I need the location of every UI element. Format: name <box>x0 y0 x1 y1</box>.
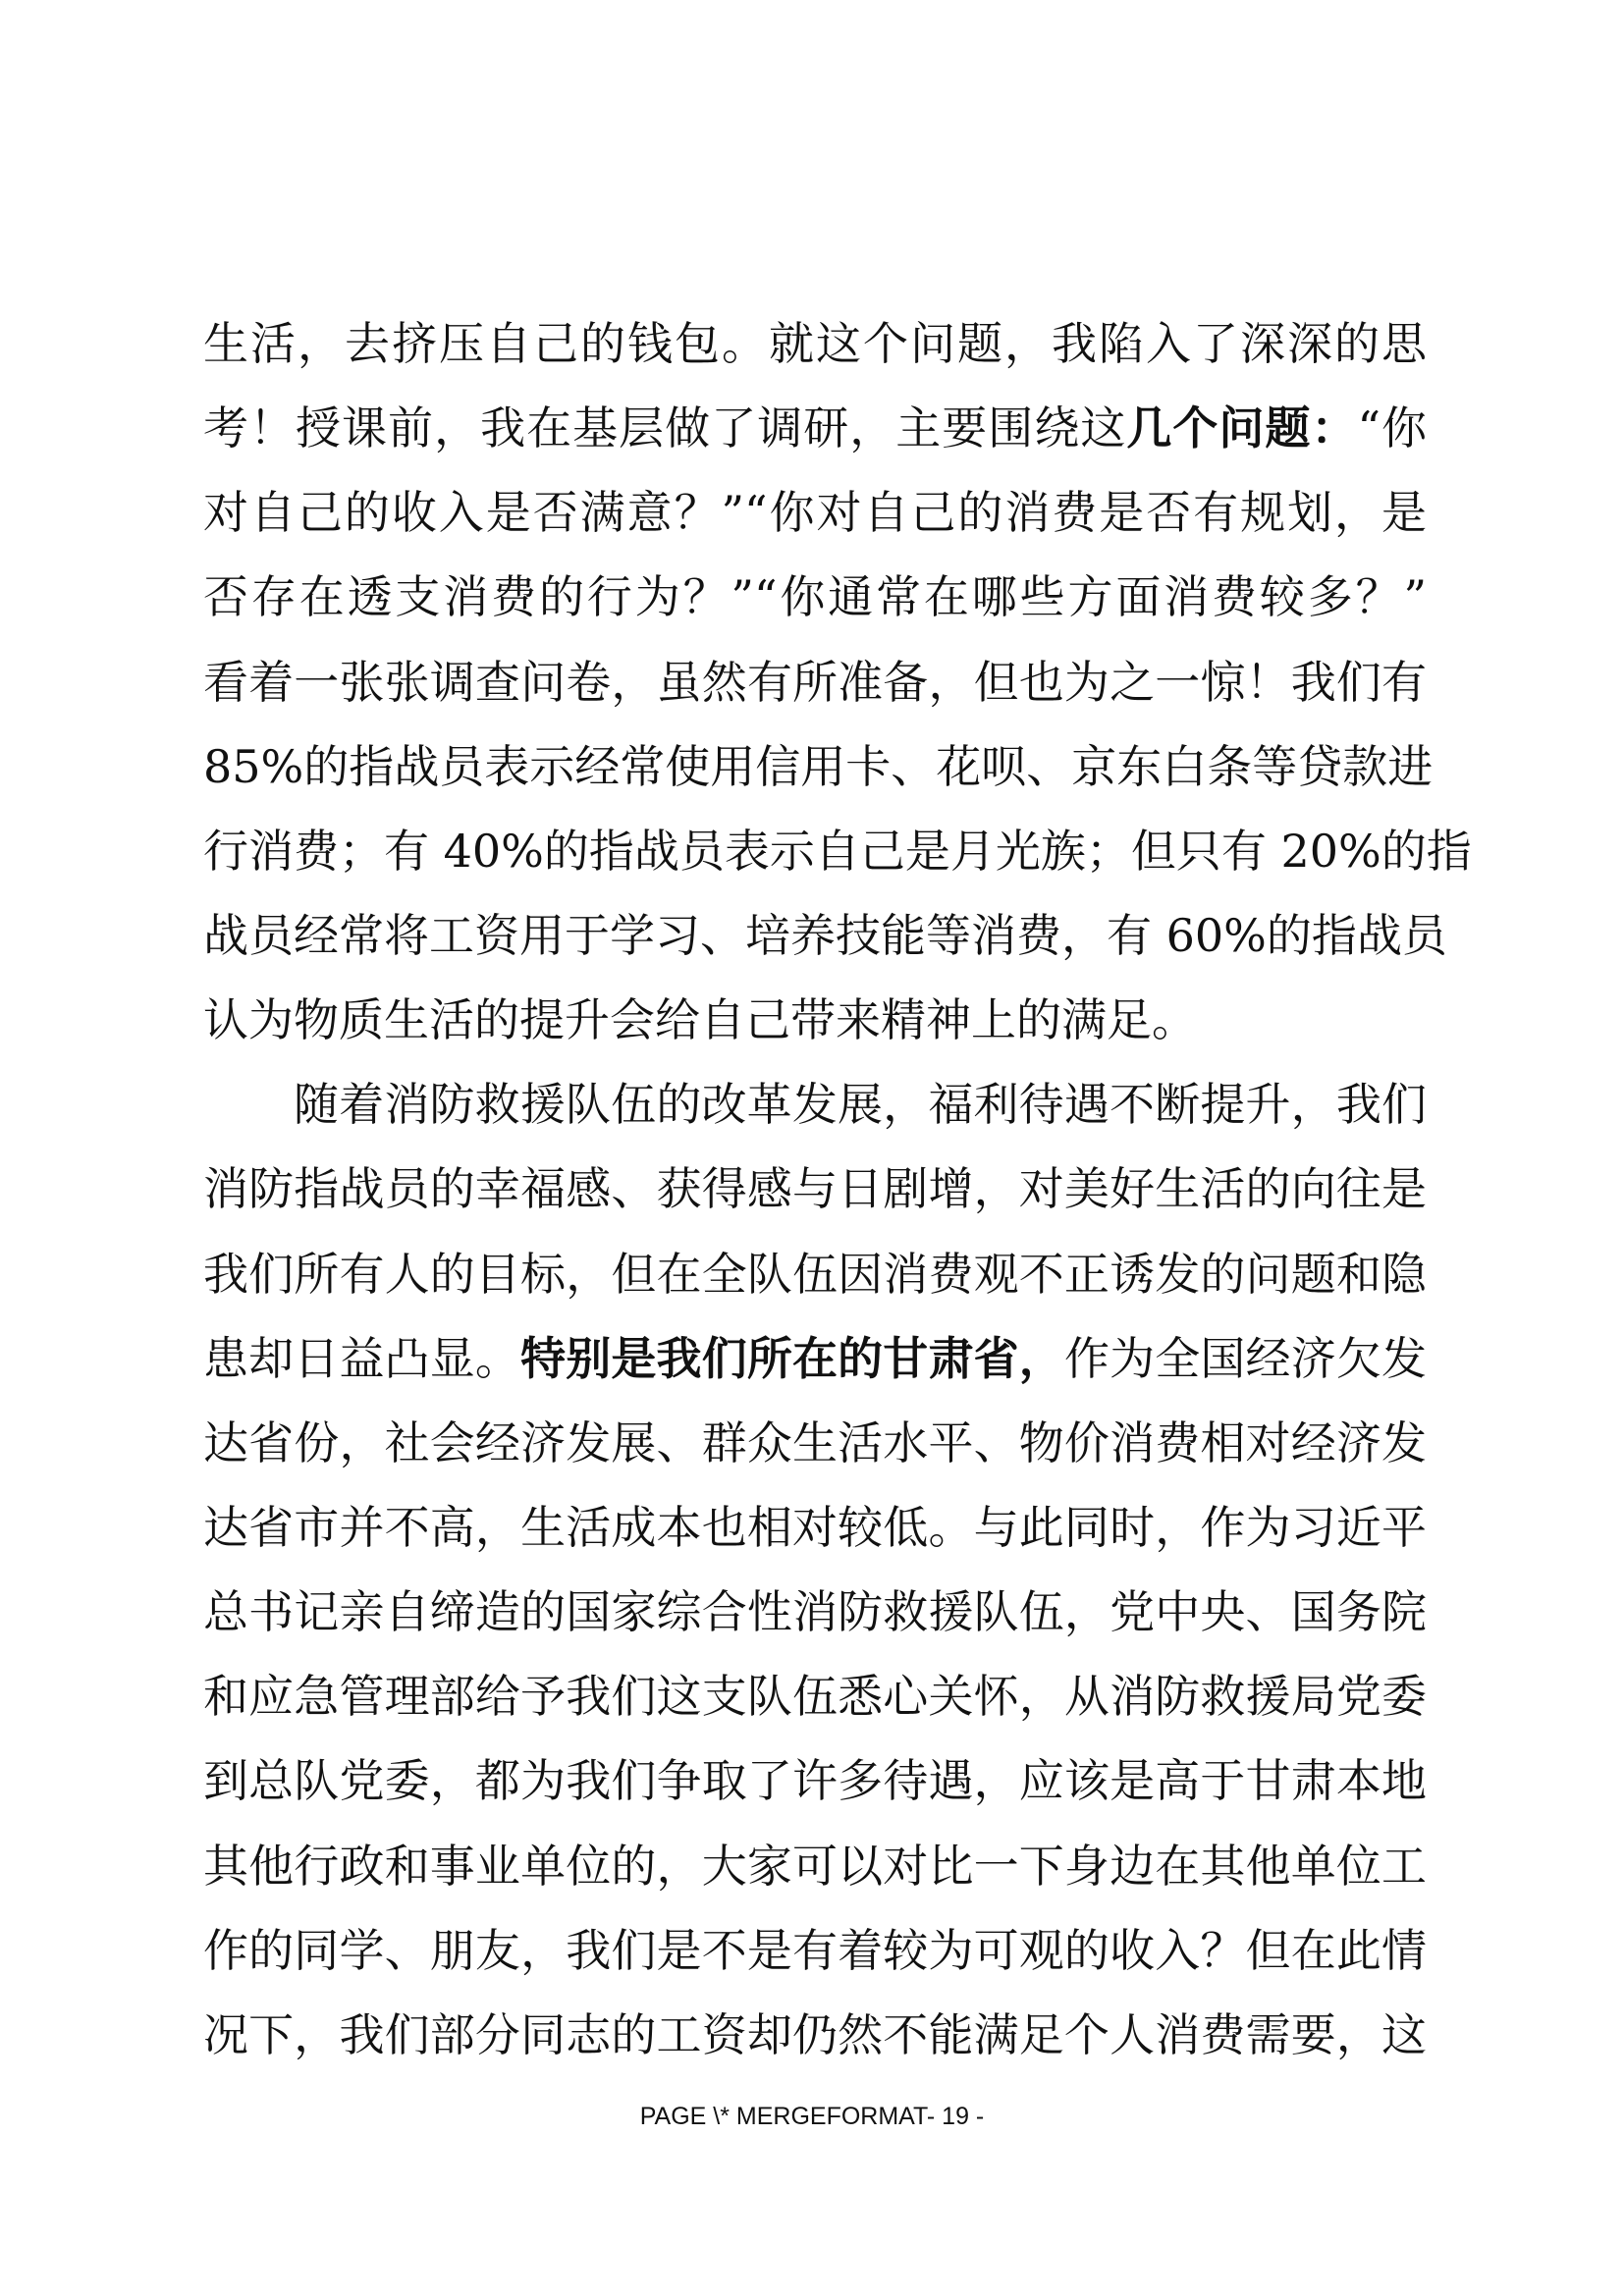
text-span: “你 <box>1357 401 1428 455</box>
text-line <box>203 386 1427 470</box>
text-line: 看着一张张调查问卷，虽然有所准备，但也为之一惊！我们有 <box>203 655 1427 709</box>
text-line: 消防指战员的幸福感、获得感与日剧增，对美好生活的向往是 <box>203 1162 1427 1216</box>
text-line: 到总队党委，都为我们争取了许多待遇，应该是高于甘肃本地 <box>203 1754 1427 1808</box>
text-line: 达省份，社会经济发展、群众生活水平、物价消费相对经济发 <box>203 1415 1427 1469</box>
text-line: 战员经常将工资用于学习、培养技能等消费，有 60%的指战员 <box>203 908 1447 962</box>
text-span: 考！授课前，我在基层做了调研，主要围绕这 <box>203 401 1127 455</box>
page-footer: PAGE \* MERGEFORMAT- 19 - <box>639 2103 985 2130</box>
text-line: 对自己的收入是否满意？”“你对自己的消费是否有规划，是 <box>203 486 1427 540</box>
text-line: 达省市并不高，生活成本也相对较低。与此同时，作为习近平 <box>203 1500 1427 1554</box>
text-line: 况下，我们部分同志的工资却仍然不能满足个人消费需要，这 <box>203 2007 1427 2061</box>
text-line: 我们所有人的目标，但在全队伍因消费观不正诱发的问题和隐 <box>203 1247 1427 1301</box>
text-line: 否存在透支消费的行为？”“你通常在哪些方面消费较多？” <box>203 570 1427 624</box>
document-body <box>203 301 1472 2077</box>
bold-text: 特别是我们所在的甘肃省， <box>520 1331 1064 1385</box>
text-line: 生活，去挤压自己的钱包。就这个问题，我陷入了深深的思 <box>203 317 1427 370</box>
text-line: 85%的指战员表示经常使用信用卡、花呗、京东白条等贷款进 <box>203 739 1434 793</box>
text-line: 行消费；有 40%的指战员表示自己是月光族；但只有 20%的指 <box>203 824 1472 878</box>
text-line: 其他行政和事业单位的，大家可以对比一下身边在其他单位工 <box>203 1839 1427 1893</box>
text-line: 认为物质生活的提升会给自己带来精神上的满足。 <box>203 993 1197 1047</box>
text-span: 患却日益凸显。 <box>203 1331 521 1385</box>
text-line <box>203 1316 1427 1401</box>
text-span: 作为全国经济欠发 <box>1063 1331 1428 1385</box>
text-line: 总书记亲自缔造的国家综合性消防救援队伍，党中央、国务院 <box>203 1585 1427 1639</box>
text-line: 作的同学、朋友，我们是不是有着较为可观的收入？但在此情 <box>203 1923 1427 1977</box>
text-line: 随着消防救援队伍的改革发展，福利待遇不断提升，我们 <box>294 1078 1427 1132</box>
text-line: 和应急管理部给予我们这支队伍悉心关怀，从消防救援局党委 <box>203 1670 1427 1724</box>
bold-text: 几个问题： <box>1126 401 1358 455</box>
